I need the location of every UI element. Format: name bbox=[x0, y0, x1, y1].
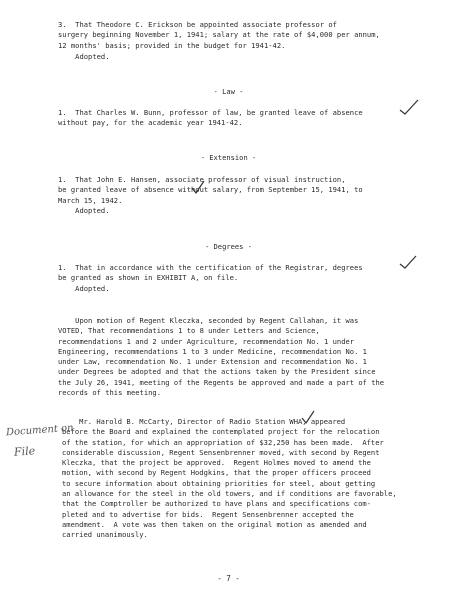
extension-heading: - Extension - bbox=[200, 153, 257, 162]
check-mark-icon bbox=[300, 410, 316, 424]
handwritten-margin-note-line-2: File bbox=[13, 444, 36, 459]
item-3-erickson: 3. That Theodore C. Erickson be appointed associate professor of surgery beginning November 1, 1941; salary at the rate of $4,000 per annum, 12 months' basis; provided in the budget for 1941-42. bbox=[58, 20, 380, 50]
page-number: - 7 - bbox=[217, 574, 240, 583]
check-mark-icon bbox=[398, 99, 420, 115]
motion-kleczka-paragraph: Upon motion of Regent Kleczka, seconded by Regent Callahan, it was VOTED, That recommendations 1 to 8 under Letters and Science, recommendations 1 and 2 under Agriculture, recommendation No. 1 under Engineering, recommendations 1 to 3 under Medicine, recommendation No. 1 under Law, recommendation No. 1 under Extension and recommendation No. 1 under Degrees be adopted and that the actions taken by the President since the July 26, 1941, meeting of the Regents be approved and made a part of the records of this meeting. bbox=[58, 316, 385, 398]
handwritten-margin-note-line-1: Document on bbox=[5, 422, 74, 439]
motion-wha-paragraph: Mr. Harold B. McCarty, Director of Radio Station WHA, appeared before the Board and explained the contemplated project for the relocation of the station, for which an appropriation of $32,250 has been made. After considerable discussion, Regent Sensenbrenner moved, with second by Regent Kleczka, that the project be approved. Regent Holmes moved to amend the motion, with second by Regent Hodgkins, that the proper officers proceed to secure information about obtaining priorities for steel, about getting an allowance for the steel in the old towers, and if conditions are favorable, that the Comptroller be authorized to have plans and specifications com- pleted and to advertise for bids. Regent Sensenbrenner accepted the amendment. A vote was then taken on the original motion as amended and carried unanimously. bbox=[62, 417, 397, 540]
law-heading: - Law - bbox=[213, 87, 244, 96]
extension-item-1-adopted: Adopted. bbox=[58, 206, 110, 215]
extension-item-1: 1. That John E. Hansen, associate professor of visual instruction, be granted leave of absence without salary, from September 15, 1941, to March 15, 1942. bbox=[58, 175, 363, 205]
law-item-1: 1. That Charles W. Bunn, professor of law, be granted leave of absence without pay, for the academic year 1941-42. bbox=[58, 108, 363, 128]
degrees-item-1-adopted: Adopted. bbox=[58, 284, 110, 293]
degrees-heading: - Degrees - bbox=[205, 242, 252, 251]
item-3-adopted: Adopted. bbox=[58, 52, 110, 61]
check-mark-icon bbox=[398, 255, 418, 269]
degrees-item-1: 1. That in accordance with the certification of the Registrar, degrees be granted as shown in EXHIBIT A, on file. bbox=[58, 263, 363, 283]
check-mark-icon bbox=[190, 180, 206, 194]
